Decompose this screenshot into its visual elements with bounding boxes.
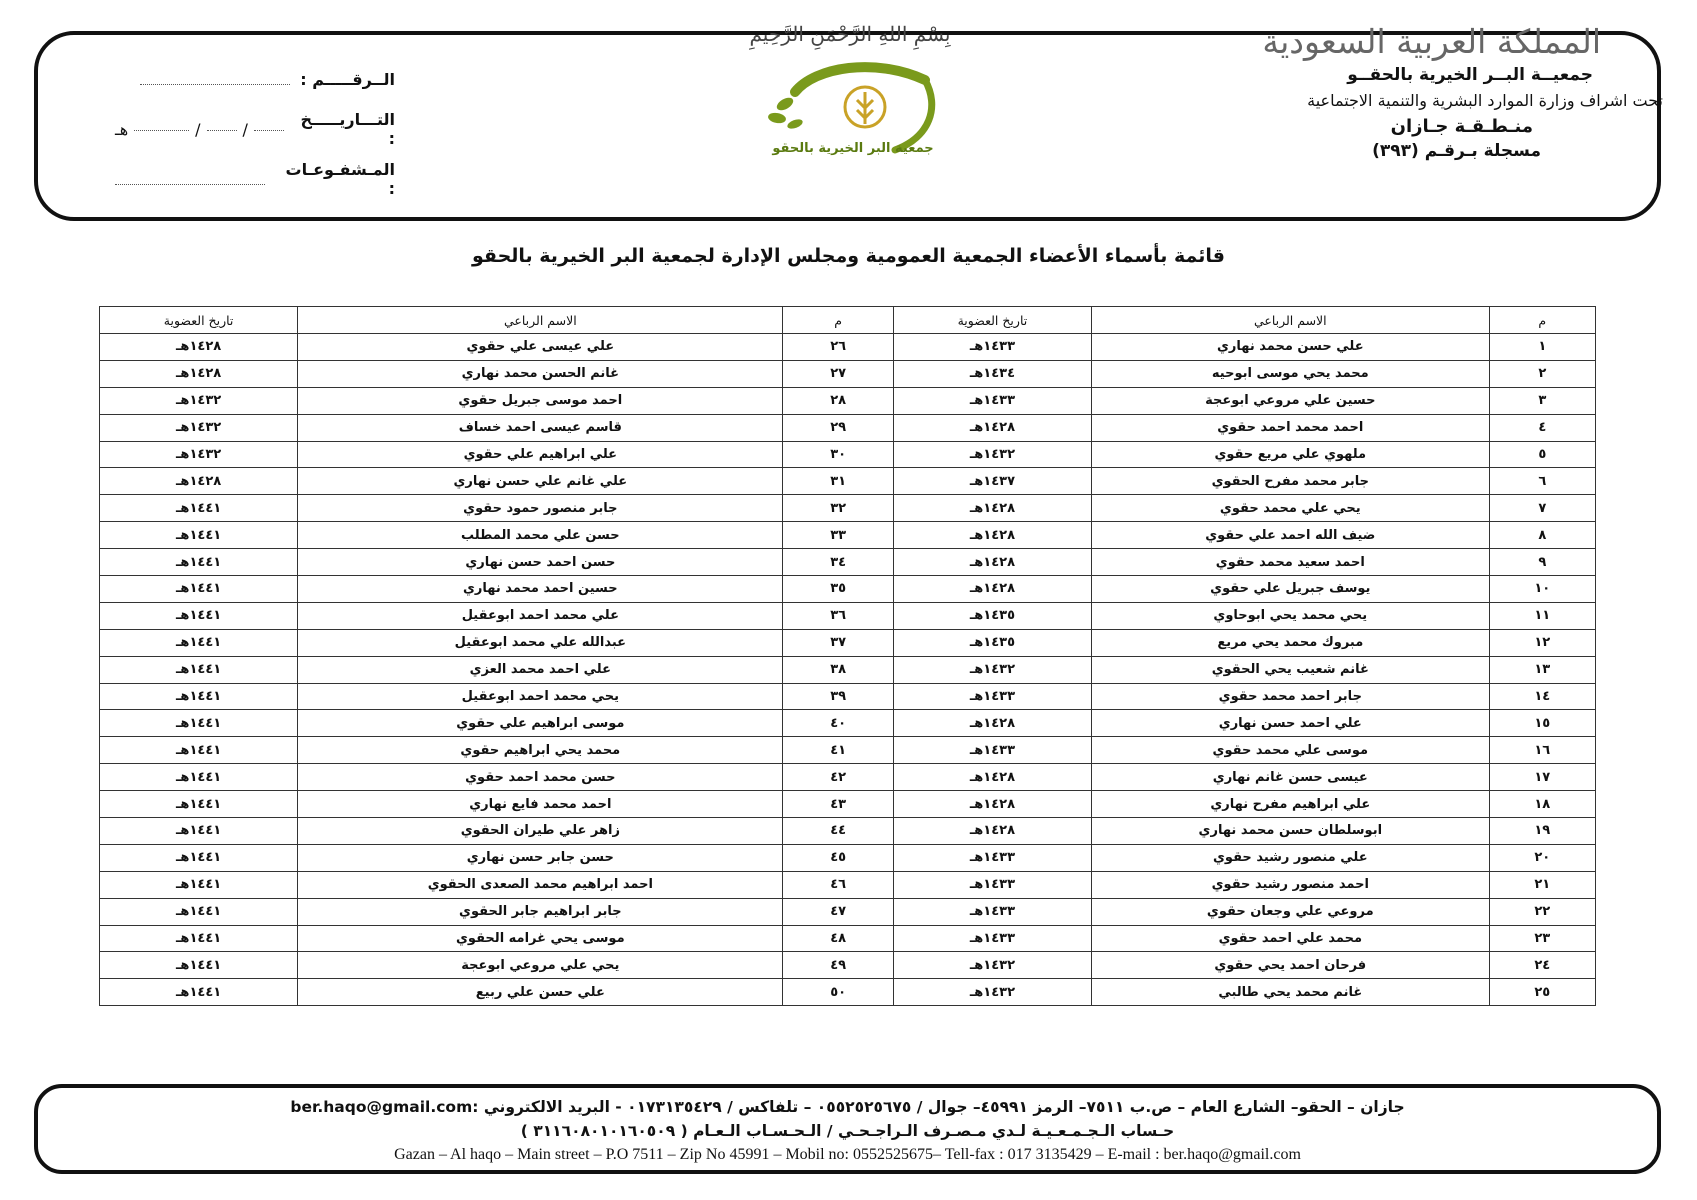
members-table-body [100,334,1596,1006]
membership-date: ١٤٤١هـ [100,629,298,656]
letterhead-reference-block [115,54,395,204]
member-number: ٢٠ [1489,844,1595,871]
table-row [100,898,1596,925]
member-name: علي محمد احمد ابوعقيل [298,602,783,629]
table-row [100,334,1596,361]
member-name: حسن علي محمد المطلب [298,522,783,549]
date-month-slot [207,120,237,131]
member-number: ٢١ [1489,871,1595,898]
member-number: ٣٦ [783,602,893,629]
date-year-slot [134,120,189,131]
membership-date: ١٤٤١هـ [100,576,298,603]
date-field [115,104,395,154]
member-name: يحي محمد احمد ابوعقيل [298,683,783,710]
member-number: ٩ [1489,549,1595,576]
membership-date: ١٤٢٨هـ [893,791,1091,818]
column-header: م [1489,307,1595,334]
member-name: جابر منصور حمود حقوي [298,495,783,522]
membership-date: ١٤٢٨هـ [893,764,1091,791]
member-name: قاسم عيسى احمد خساف [298,414,783,441]
membership-date: ١٤٣٣هـ [893,898,1091,925]
member-number: ١٧ [1489,764,1595,791]
member-name: غانم محمد يحي طالبي [1092,979,1490,1006]
table-row [100,495,1596,522]
membership-date: ١٤٤١هـ [100,871,298,898]
member-name: علي ابراهيم علي حقوي [298,441,783,468]
table-header-row [100,307,1596,334]
table-row [100,764,1596,791]
membership-date: ١٤٤١هـ [100,710,298,737]
table-row [100,576,1596,603]
member-name: احمد ابراهيم محمد الصعدى الحقوي [298,871,783,898]
member-name: احمد موسى جبريل حقوي [298,387,783,414]
membership-date: ١٤٤١هـ [100,764,298,791]
date-day-slot [254,120,284,131]
member-name: محمد يحي موسى ابوحيه [1092,360,1490,387]
member-number: ١٤ [1489,683,1595,710]
table-row [100,818,1596,845]
member-name: علي ابراهيم مفرح نهاري [1092,791,1490,818]
number-blank [140,74,290,85]
date-blank [115,120,284,139]
member-name: محمد يحي ابراهيم حقوي [298,737,783,764]
table-row [100,441,1596,468]
table-row [100,871,1596,898]
membership-date: ١٤٤١هـ [100,844,298,871]
logo-caption: جمعية البر الخيرية بالحقو [772,141,934,156]
member-name: زاهر علي طيران الحقوي [298,818,783,845]
membership-date: ١٤٤١هـ [100,898,298,925]
member-name: احمد محمد فايع نهاري [298,791,783,818]
member-name: ملهوي علي مريع حقوي [1092,441,1490,468]
membership-date: ١٤٣٢هـ [893,952,1091,979]
member-number: ١٥ [1489,710,1595,737]
member-name: علي حسن محمد نهاري [1092,334,1490,361]
member-name: احمد محمد احمد حقوي [1092,414,1490,441]
membership-date: ١٤٣٣هـ [893,683,1091,710]
logo-leaf-arc-right [895,80,932,150]
table-row [100,710,1596,737]
member-name: جابر ابراهيم جابر الحقوي [298,898,783,925]
membership-date: ١٤٤١هـ [100,522,298,549]
column-header: الاسم الرباعي [298,307,783,334]
membership-date: ١٤٢٨هـ [100,334,298,361]
table-row [100,414,1596,441]
membership-date: ١٤٢٨هـ [893,576,1091,603]
date-separator: / [242,119,248,139]
member-number: ٣٣ [783,522,893,549]
membership-date: ١٤٣٥هـ [893,629,1091,656]
member-name: علي احمد حسن نهاري [1092,710,1490,737]
logo-leaf-1 [775,95,796,113]
attachments-blank [115,174,265,185]
footer-address-arabic: جازان – الحقو– الشارع العام – ص.ب ٧٥١١– الرمز ٤٥٩٩١– جوال / ٠٥٥٢٥٢٥٦٧٥ – تلفاكس / ٠١٧٣١٣٥٤٢٩ - البريد الالكتروني :ber.haqo@gmail.com [290,1098,1405,1116]
membership-date: ١٤٤١هـ [100,495,298,522]
membership-date: ١٤٣٧هـ [893,468,1091,495]
member-name: علي عيسى علي حقوي [298,334,783,361]
membership-date: ١٤٢٨هـ [893,549,1091,576]
supervision-line: تحت اشراف وزارة الموارد البشرية والتنمية الاجتماعية [1307,91,1663,110]
member-name: فرحان احمد يحي حقوي [1092,952,1490,979]
member-number: ١٠ [1489,576,1595,603]
attachments-field [115,154,395,204]
member-number: ٢٦ [783,334,893,361]
member-number: ١٨ [1489,791,1595,818]
footer-address-english: Gazan – Al haqo – Main street – P.O 7511 – Zip No 45991 – Mobil no: 0552525675– Tell-fax : 017 3135429 – E-mail : ber.haqo@gmail.com [394,1146,1301,1163]
membership-date: ١٤٣٢هـ [100,441,298,468]
member-number: ١ [1489,334,1595,361]
logo-wheat-stalk [857,92,873,124]
membership-date: ١٤٤١هـ [100,602,298,629]
member-name: موسى علي محمد حقوي [1092,737,1490,764]
column-header: الاسم الرباعي [1092,307,1490,334]
member-name: يحي محمد يحي ابوحاوي [1092,602,1490,629]
member-name: موسى ابراهيم علي حقوي [298,710,783,737]
table-row [100,737,1596,764]
table-row [100,360,1596,387]
member-number: ٣٢ [783,495,893,522]
member-name: مروعي علي وجعان حقوي [1092,898,1490,925]
membership-date: ١٤٣٤هـ [893,360,1091,387]
number-field [115,54,395,104]
membership-date: ١٤٢٨هـ [893,522,1091,549]
date-suffix: هـ [115,119,129,139]
member-name: موسى يحي غرامه الحقوي [298,925,783,952]
member-name: غانم شعيب يحي الحقوي [1092,656,1490,683]
member-name: ابوسلطان حسن محمد نهاري [1092,818,1490,845]
member-number: ٢٩ [783,414,893,441]
membership-date: ١٤٢٨هـ [100,468,298,495]
membership-date: ١٤٣٣هـ [893,925,1091,952]
member-name: ضيف الله احمد علي حقوي [1092,522,1490,549]
member-number: ٤٢ [783,764,893,791]
basmala: بِسْمِ اللهِ الرَّحْمَنِ الرَّحِيمِ [749,22,951,46]
member-number: ٣٥ [783,576,893,603]
member-name: جابر محمد مفرح الحقوي [1092,468,1490,495]
document-title: قائمة بأسماء الأعضاء الجمعية العمومية ومجلس الإدارة لجمعية البر الخيرية بالحقو [471,245,1225,267]
member-name: عبدالله علي محمد ابوعقيل [298,629,783,656]
table-row [100,387,1596,414]
member-name: عيسى حسن غانم نهاري [1092,764,1490,791]
membership-date: ١٤٤١هـ [100,791,298,818]
member-name: جابر احمد محمد حقوي [1092,683,1490,710]
member-name: حسن جابر حسن نهاري [298,844,783,871]
membership-date: ١٤٣٢هـ [893,441,1091,468]
membership-date: ١٤٣٣هـ [893,387,1091,414]
member-name: احمد سعيد محمد حقوي [1092,549,1490,576]
member-number: ٣٠ [783,441,893,468]
member-number: ٤٠ [783,710,893,737]
member-number: ٨ [1489,522,1595,549]
letterhead-center [690,22,1010,164]
members-table [99,306,1596,1006]
member-name: مبروك محمد يحي مريع [1092,629,1490,656]
member-number: ٤٤ [783,818,893,845]
society-logo [755,52,945,164]
footer-bank-account: حـساب الـجـمـعـيـة لـدي مـصـرف الـراجـحـي / الـحـسـاب الـعـام ( ٣١١٦٠٨٠١٠١٦٠٥٠٩ ) [520,1122,1175,1140]
membership-date: ١٤٢٨هـ [893,495,1091,522]
membership-date: ١٤٤١هـ [100,737,298,764]
column-header: تاريخ العضوية [100,307,298,334]
membership-date: ١٤٤١هـ [100,979,298,1006]
member-number: ٤١ [783,737,893,764]
membership-date: ١٤٣٢هـ [100,387,298,414]
date-separator: / [195,119,201,139]
membership-date: ١٤٣٣هـ [893,844,1091,871]
member-number: ١٦ [1489,737,1595,764]
member-name: احمد منصور رشيد حقوي [1092,871,1490,898]
member-number: ٤٧ [783,898,893,925]
membership-date: ١٤٤١هـ [100,549,298,576]
table-row [100,549,1596,576]
membership-date: ١٤٢٨هـ [893,818,1091,845]
table-row [100,522,1596,549]
member-number: ٢٨ [783,387,893,414]
member-number: ٤ [1489,414,1595,441]
footer-frame [34,1084,1661,1174]
member-number: ١٩ [1489,818,1595,845]
member-name: علي احمد محمد العزي [298,656,783,683]
member-number: ٥ [1489,441,1595,468]
membership-date: ١٤٣٣هـ [893,334,1091,361]
member-number: ٤٣ [783,791,893,818]
member-name: حسين علي مروعي ابوعجة [1092,387,1490,414]
membership-date: ١٤٤١هـ [100,925,298,952]
table-row [100,925,1596,952]
member-number: ٣٧ [783,629,893,656]
member-name: حسن محمد احمد حقوي [298,764,783,791]
member-number: ٢٣ [1489,925,1595,952]
member-number: ٢٤ [1489,952,1595,979]
member-number: ٧ [1489,495,1595,522]
member-number: ٣٨ [783,656,893,683]
region-name: منـطـقـة جـازان [1390,116,1533,137]
table-row [100,602,1596,629]
member-number: ١١ [1489,602,1595,629]
society-name: جمعيــة البــر الخيرية بالحقــو [1347,65,1593,85]
membership-date: ١٤٤١هـ [100,656,298,683]
member-name: حسين احمد محمد نهاري [298,576,783,603]
member-number: ٢٢ [1489,898,1595,925]
member-name: علي غانم علي حسن نهاري [298,468,783,495]
membership-date: ١٤٢٨هـ [100,360,298,387]
member-name: يوسف جبريل علي حقوي [1092,576,1490,603]
table-row [100,979,1596,1006]
logo-leaf-3 [786,118,804,131]
member-number: ٣ [1489,387,1595,414]
attachments-label: المـشفـوعـات : [285,160,395,198]
membership-date: ١٤٣٢هـ [100,414,298,441]
membership-date: ١٤٢٨هـ [893,710,1091,737]
member-number: ٤٩ [783,952,893,979]
member-name: يحي علي محمد حقوي [1092,495,1490,522]
member-number: ٣٤ [783,549,893,576]
member-number: ٣٩ [783,683,893,710]
date-label: التـــاريـــــخ : [300,110,395,148]
member-number: ٦ [1489,468,1595,495]
membership-date: ١٤٤١هـ [100,952,298,979]
member-name: يحي علي مروعي ابوعجة [298,952,783,979]
table-row [100,656,1596,683]
member-number: ٤٥ [783,844,893,871]
membership-date: ١٤٣٢هـ [893,979,1091,1006]
membership-date: ١٤٣٢هـ [893,656,1091,683]
membership-date: ١٤٣٣هـ [893,871,1091,898]
member-name: محمد علي احمد حقوي [1092,925,1490,952]
table-row [100,683,1596,710]
member-number: ١٢ [1489,629,1595,656]
membership-date: ١٤٣٣هـ [893,737,1091,764]
member-number: ٥٠ [783,979,893,1006]
member-number: ٢ [1489,360,1595,387]
membership-date: ١٤٢٨هـ [893,414,1091,441]
membership-date: ١٤٤١هـ [100,683,298,710]
table-row [100,844,1596,871]
membership-date: ١٤٣٥هـ [893,602,1091,629]
number-label: الــرقـــــم : [300,69,395,89]
member-name: غانم الحسن محمد نهاري [298,360,783,387]
member-name: حسن احمد حسن نهاري [298,549,783,576]
letterhead-org-block [1233,22,1663,161]
logo-leaf-2 [767,112,786,125]
table-row [100,952,1596,979]
member-number: ٤٦ [783,871,893,898]
member-number: ١٣ [1489,656,1595,683]
table-row [100,468,1596,495]
member-number: ٤٨ [783,925,893,952]
member-name: علي منصور رشيد حقوي [1092,844,1490,871]
table-row [100,629,1596,656]
table-row [100,791,1596,818]
member-number: ٢٧ [783,360,893,387]
member-number: ٣١ [783,468,893,495]
registration-number: مسجلة بـرقـم (٣٩٣) [1372,141,1541,161]
membership-date: ١٤٤١هـ [100,818,298,845]
member-number: ٢٥ [1489,979,1595,1006]
column-header: م [783,307,893,334]
kingdom-name: المملكة العربية السعودية [1262,22,1601,61]
member-name: علي حسن علي ربيع [298,979,783,1006]
column-header: تاريخ العضوية [893,307,1091,334]
